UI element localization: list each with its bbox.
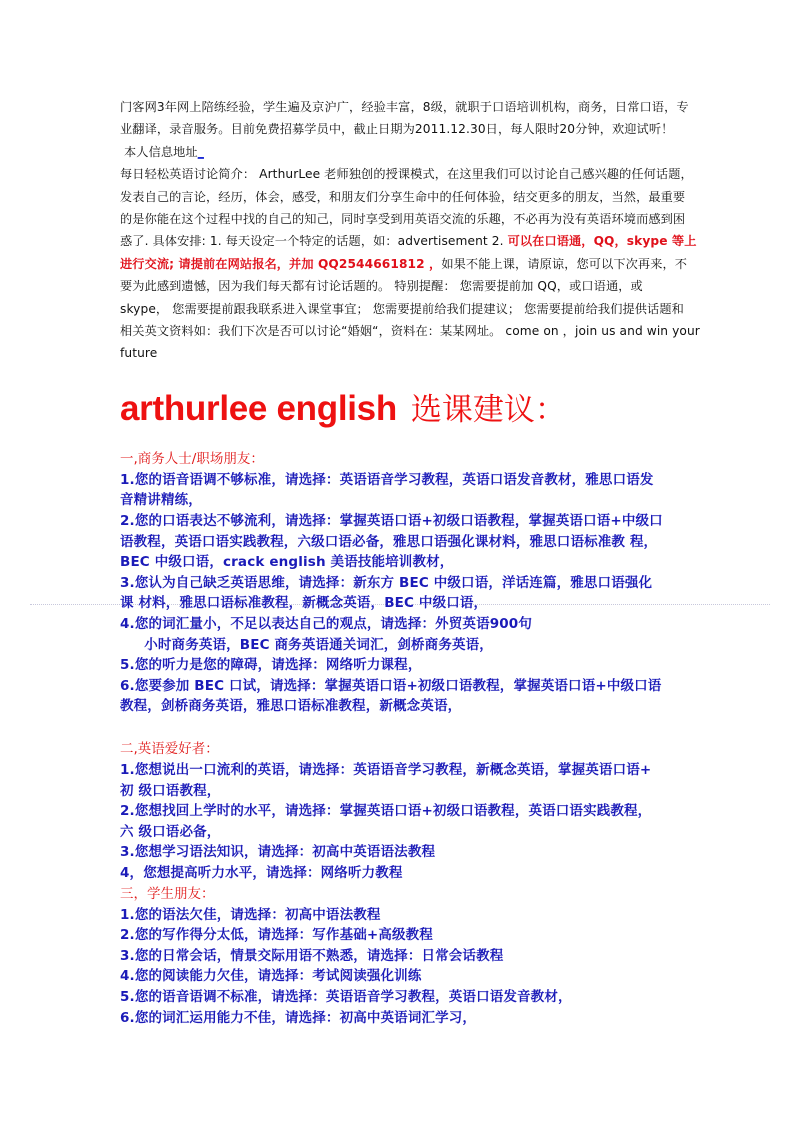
item-line: 6.您的词汇运用能力不佳，请选择：初高中英语词汇学习， — [120, 1009, 477, 1026]
recommendation-item — [120, 760, 682, 801]
intro-paragraph-line: 发表自己的言论，经历，体会，感受，和朋友们分享生命中的任何体验，结交更多的朋友，当然，最重要 — [120, 189, 686, 204]
item-line: 2.您的口语表达不够流利，请选择：掌握英语口语+初级口语教程，掌握英语口语+中级口 — [120, 513, 663, 530]
intro-paragraph-line — [120, 253, 688, 275]
info-address-link[interactable]: _ — [197, 144, 204, 159]
intro-paragraph-line: 要为此感到遗憾，因为我们每天都有讨论话题的。 特别提醒： 您需要提前加 QQ，或口语通，或 — [120, 279, 643, 294]
section-students — [120, 884, 682, 1029]
item-line: 4.您的阅读能力欠佳，请选择：考试阅读强化训练 — [120, 968, 422, 985]
item-line: 小时商务英语，BEC 商务英语通关词汇，剑桥商务英语， — [120, 636, 493, 653]
info-address-line — [120, 141, 682, 163]
item-line: 4.您的词汇量小，不足以表达自己的观点，请选择：外贸英语900句 — [120, 616, 533, 633]
page-title-chinese: 选课建议： — [410, 391, 566, 428]
info-address-label: 本人信息地址 — [124, 144, 198, 159]
intro-block — [120, 96, 700, 365]
recommendation-item — [120, 905, 682, 926]
recommendation-item — [120, 573, 682, 614]
item-line: 六 级口语必备， — [120, 823, 221, 840]
page-title — [120, 379, 682, 439]
recommendation-item — [120, 842, 682, 863]
recommendation-item — [120, 801, 682, 842]
spacer — [120, 717, 682, 739]
item-line: 1.您想说出一口流利的英语，请选择：英语语音学习教程，新概念英语，掌握英语口语+ — [120, 762, 652, 778]
recommendation-item — [120, 925, 682, 946]
register-text: 如果不能上课，请原谅，您可以下次再来，不 — [441, 256, 688, 271]
intro-paragraph-line: future — [120, 346, 158, 361]
recommendation-item — [120, 966, 682, 987]
item-line: 音精讲精练， — [120, 492, 202, 509]
item-line: 5.您的听力是您的障碍，请选择：网络听力课程， — [120, 657, 422, 674]
item-line: 5.您的语音语调不标准，请选择：英语语音学习教程，英语口语发音教材， — [120, 988, 572, 1005]
schedule-text: 惑了. 具体安排: 1. 每天设定一个特定的话题，如：advertisement 2. — [120, 234, 508, 249]
item-line: 4，您想提高听力水平，请选择：网络听力教程 — [120, 864, 403, 881]
item-line: 教程，剑桥商务英语，雅思口语标准教程，新概念英语， — [120, 698, 462, 715]
recommendation-item — [120, 987, 682, 1008]
intro-paragraph-line: 相关英文资料如：我们下次是否可以讨论“婚姻“，资料在：某某网址。 come on ，join us and win your — [120, 324, 700, 339]
recommendation-item — [120, 676, 682, 717]
recommendation-item — [120, 946, 682, 967]
item-line: 1.您的语法欠佳，请选择：初高中语法教程 — [120, 906, 381, 923]
intro-line: 门客网3年网上陪练经验，学生遍及京沪广，经验丰富，8级，就职于口语培训机构，商务，日常口语，专 — [120, 100, 689, 114]
item-line: BEC 中级口语，crack english 美语技能培训教材， — [120, 554, 454, 571]
item-line: 语教程，英语口语实践教程，六级口语必备，雅思口语强化课材料，雅思口语标准教 程， — [120, 533, 658, 550]
item-line: 3.您想学习语法知识，请选择：初高中英语语法教程 — [120, 844, 436, 861]
section-heading: 一,商务人士/职场朋友： — [120, 450, 264, 467]
intro-paragraph-line: skype， 您需要提前跟我联系进入课堂事宜； 您需要提前给我们提建议； 您需要提前给我们提供话题和 — [120, 301, 684, 316]
recommendation-item — [120, 863, 682, 884]
item-line: 1.您的语音语调不够标准，请选择：英语语音学习教程，英语口语发音教材，雅思口语发 — [120, 471, 654, 488]
document-page — [120, 96, 700, 1028]
recommendation-item — [120, 614, 682, 655]
recommendation-item — [120, 1008, 682, 1029]
recommendation-item — [120, 511, 682, 573]
item-line: 初 级口语教程， — [120, 782, 221, 799]
section-heading: 三，学生朋友： — [120, 885, 215, 902]
recommendation-item — [120, 470, 682, 511]
item-line: 2.您的写作得分太低，请选择：写作基础+高级教程 — [120, 927, 433, 944]
section-heading: 二,英语爱好者： — [120, 741, 219, 757]
intro-line: 业翻译，录音服务。目前免费招募学员中，截止日期为2011.12.30日，每人限时20分钟，欢迎试听！ — [120, 122, 674, 137]
section-business — [120, 449, 682, 717]
intro-paragraph-line: 每日轻松英语讨论简介： ArthurLee 老师独创的授课模式，在这里我们可以讨论自己感兴趣的任何话题， — [120, 167, 693, 182]
intro-paragraph-line: 的是你能在这个过程中找的自己的知己，同时享受到用英语交流的乐趣，不必再为没有英语环境而感到困 — [120, 212, 686, 227]
section-english-lovers — [120, 739, 682, 884]
item-line: 6.您要参加 BEC 口试，请选择：掌握英语口语+初级口语教程，掌握英语口语+中级口语 — [120, 677, 662, 694]
item-line: 3.您的日常会话，情景交际用语不熟悉，请选择：日常会话教程 — [120, 947, 504, 964]
item-line: 3.您认为自己缺乏英语思维，请选择：新东方 BEC 中级口语，洋话连篇，雅思口语强化 — [120, 574, 653, 591]
item-line: 课 材料，雅思口语标准教程，新概念英语，BEC 中级口语， — [120, 595, 488, 612]
recommendation-item — [120, 655, 682, 676]
item-line: 2.您想找回上学时的水平，请选择：掌握英语口语+初级口语教程，英语口语实践教程， — [120, 803, 652, 820]
intro-paragraph-line — [120, 230, 697, 252]
register-highlight: 进行交流; 请提前在网站报名，并加 QQ2544661812 ， — [120, 256, 442, 271]
page-title-english: arthurlee english — [120, 388, 397, 428]
schedule-highlight: 可以在口语通，QQ，skype 等上 — [507, 234, 697, 249]
